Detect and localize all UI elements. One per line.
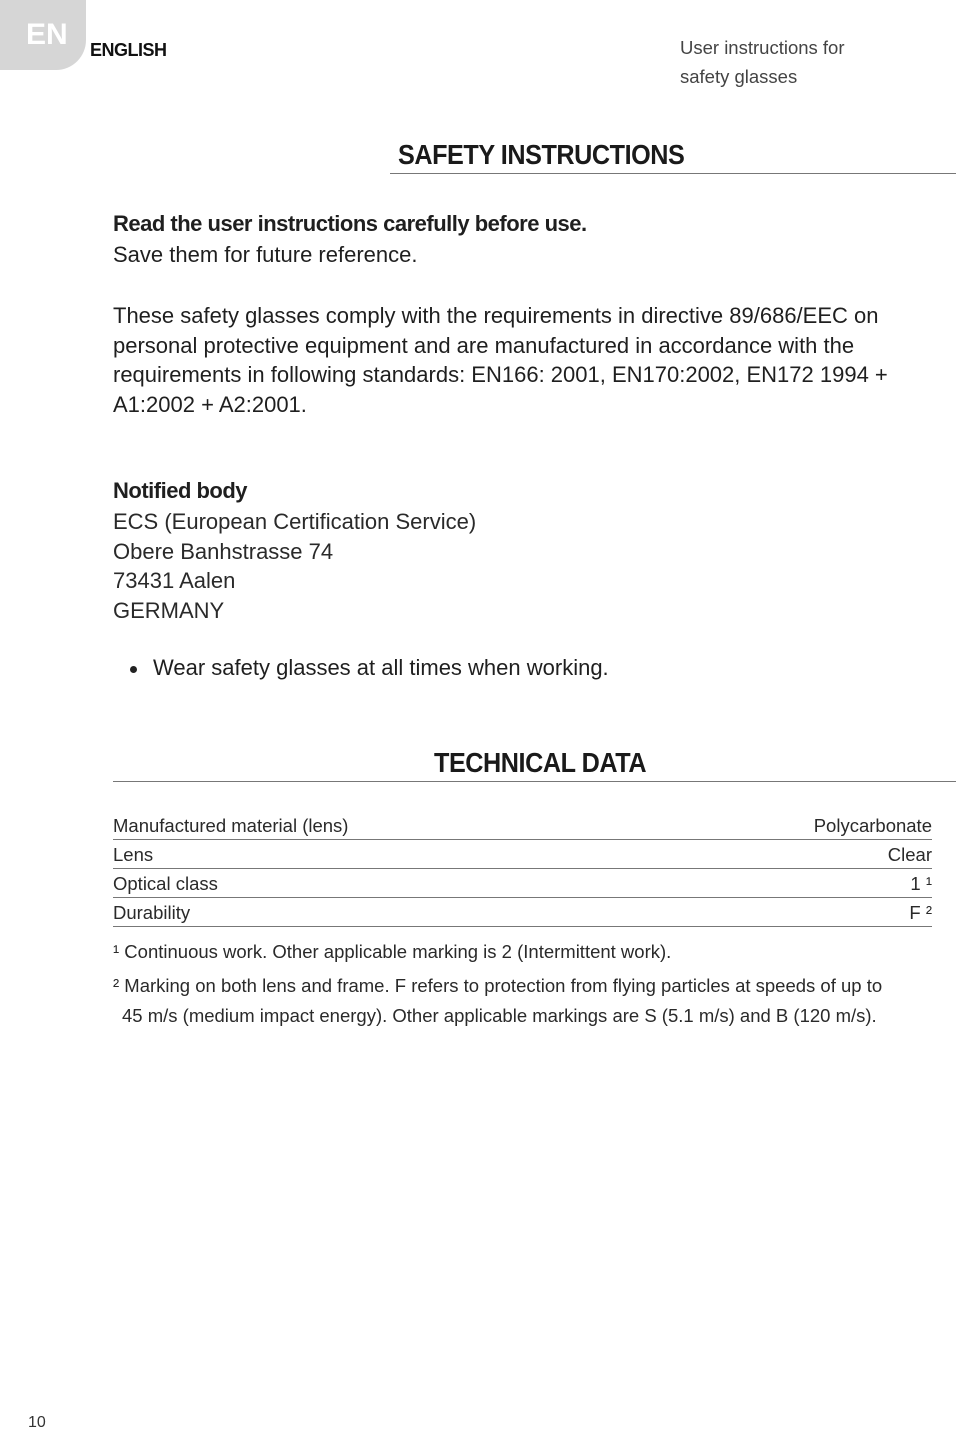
technical-heading-rule (113, 781, 956, 782)
footnote-2-line-1: ² Marking on both lens and frame. F refers to protection from flying particles at speeds of up to (113, 975, 883, 996)
row-label: Durability (113, 902, 191, 923)
footnote-2-line-2: 45 m/s (medium impact energy). Other applicable markings are S (5.1 m/s) and B (120 m/s). (122, 1005, 877, 1026)
table-row (113, 840, 932, 869)
save-instructions-line: Save them for future reference. (113, 242, 418, 267)
notified-body-heading: Notified body (113, 478, 248, 503)
row-value: 1 ¹ (910, 873, 932, 894)
language-tab (0, 0, 86, 70)
wear-glasses-instruction: Wear safety glasses at all times when working. (153, 655, 609, 680)
footnote-1: ¹ Continuous work. Other applicable marking is 2 (Intermittent work). (113, 941, 672, 962)
technical-data-heading: TECHNICAL DATA (434, 747, 647, 778)
row-value: Polycarbonate (813, 815, 932, 836)
language-code: EN (26, 18, 68, 51)
compliance-paragraph: These safety glasses comply with the requirements in directive 89/686/EEC on personal protective equipment and are manufactured in accordance with the requirements in following standards: EN166: 2001, EN170:2002, EN172 1994 + A1:2002 + A2:2001. (113, 303, 888, 417)
row-label: Manufactured material (lens) (113, 815, 349, 836)
row-label: Optical class (113, 873, 218, 894)
row-value: F ² (909, 902, 932, 923)
table-row (113, 869, 932, 898)
table-row (113, 898, 932, 927)
document-title: User instructions for safety glasses (680, 37, 845, 87)
technical-data-table (113, 811, 932, 927)
row-label: Lens (113, 844, 154, 865)
safety-heading-rule (390, 173, 956, 174)
bullet-icon (130, 666, 137, 673)
read-instructions-line: Read the user instructions carefully before use. (113, 211, 587, 236)
page-number: 10 (28, 1414, 46, 1431)
notified-body-address: ECS (European Certification Service) Obere Banhstrasse 74 73431 Aalen GERMANY (113, 509, 477, 623)
language-name: ENGLISH (90, 40, 167, 60)
safety-instructions-heading: SAFETY INSTRUCTIONS (398, 139, 685, 170)
row-value: Clear (887, 844, 932, 865)
table-row (113, 811, 932, 840)
